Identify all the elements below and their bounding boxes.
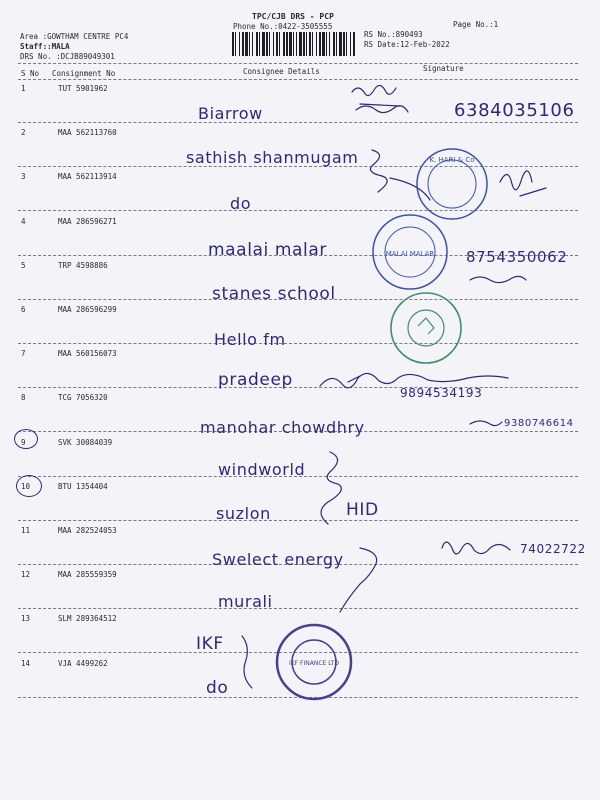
row-8-name-handwriting: manohar chowdhry	[200, 418, 365, 437]
row-sno: 6	[21, 305, 26, 314]
row-1-name-handwriting: Biarrow	[198, 104, 263, 123]
row-sno: 4	[21, 216, 26, 226]
malai-malar-stamp	[370, 212, 450, 292]
row-consignment-number: MAA 560156073	[58, 349, 117, 359]
row-consignment-number: SLM 289364512	[58, 614, 117, 624]
row-10-name-handwriting: suzlon	[216, 504, 271, 523]
svg-text:K. HARI & Co: K. HARI & Co	[429, 156, 475, 164]
phone-number: Phone No.:0422-3505555	[233, 22, 333, 31]
row-1-phone-handwriting: 6384035106	[454, 100, 575, 121]
row-consignment-number: MAA 285559359	[58, 570, 117, 580]
publications-stamp	[388, 290, 464, 366]
row-sno: 8	[21, 393, 26, 403]
row-consignment-number: TRP 4598886	[58, 260, 108, 270]
row-consignment-number: MAA 562113914	[58, 172, 117, 182]
row-8-signature-phone: 9380746614	[504, 418, 574, 429]
row-consignment-number: MAA 286596271	[58, 216, 117, 226]
row-consignment-number: BTU 1354404	[58, 481, 108, 491]
row-6-name-handwriting: Hello fm	[214, 330, 286, 349]
row-9-name-handwriting: windworld	[218, 460, 306, 479]
col-sno: S No	[21, 69, 40, 78]
row-8-phone-handwriting: 9894534193	[400, 386, 483, 400]
row-sno: 1	[21, 84, 26, 93]
row-5-name-handwriting: stanes school	[212, 284, 336, 304]
row-sno: 11	[21, 526, 31, 535]
row-5-phone-handwriting: 8754350062	[466, 248, 568, 266]
row-3-name-handwriting: do	[230, 194, 252, 213]
row-12-name-handwriting: murali	[218, 592, 273, 611]
ikf-finance-stamp	[274, 622, 354, 702]
rs-date: RS Date:12-Feb-2022	[364, 40, 450, 49]
row-4-name-handwriting: maalai malar	[208, 240, 327, 260]
row-11-signature-phone: 74022722	[520, 542, 586, 556]
row-11-name-handwriting: Swelect energy	[212, 550, 344, 569]
col-signature: Signature	[423, 64, 464, 73]
row-consignment-number: TCG 7056320	[58, 393, 108, 403]
col-consignment: Consignment No	[52, 69, 116, 78]
row-sno: 12	[21, 570, 31, 580]
svg-text:IKF FINANCE LTD: IKF FINANCE LTD	[288, 660, 340, 667]
row-consignment-number: MAA 282524053	[58, 526, 117, 535]
row-sno: 7	[21, 349, 26, 359]
row-sno: 14	[21, 658, 31, 668]
row-14-name-handwriting: do	[206, 678, 229, 698]
row-consignment-number: MAA 562113760	[58, 128, 117, 138]
row-consignment-number: MAA 286596299	[58, 305, 117, 314]
svg-text:MALAI MALAR: MALAI MALAR	[385, 250, 435, 258]
row-consignment-number: TUT 5901962	[58, 84, 108, 93]
row-sno: 3	[21, 172, 26, 182]
rs-number: RS No.:890493	[364, 30, 423, 39]
col-consignee: Consignee Details	[243, 67, 320, 76]
row-consignment-number: VJA 4499262	[58, 658, 108, 668]
row-sno: 9	[21, 437, 26, 447]
area-label: Area :GOWTHAM CENTRE PC4	[20, 32, 129, 41]
drs-number: DRS No. :DCJB89049301	[20, 52, 115, 61]
staff-label: Staff::MALA	[20, 42, 70, 51]
row-sno: 10	[21, 481, 31, 491]
row-13-name-handwriting: IKF	[196, 634, 224, 654]
row-2-name-handwriting: sathish shanmugam	[186, 148, 359, 167]
row-10-note-handwriting: HID	[346, 500, 379, 520]
row-consignment-number: SVK 30084039	[58, 437, 113, 447]
row-sno: 5	[21, 260, 26, 270]
row-7-name-handwriting: pradeep	[218, 370, 293, 390]
row-sno: 2	[21, 128, 26, 138]
form-title: TPC/CJB DRS - PCP	[252, 12, 334, 21]
ca-firm-stamp	[414, 146, 490, 222]
row-sno: 13	[21, 614, 31, 624]
page-number: Page No.:1	[453, 20, 499, 29]
